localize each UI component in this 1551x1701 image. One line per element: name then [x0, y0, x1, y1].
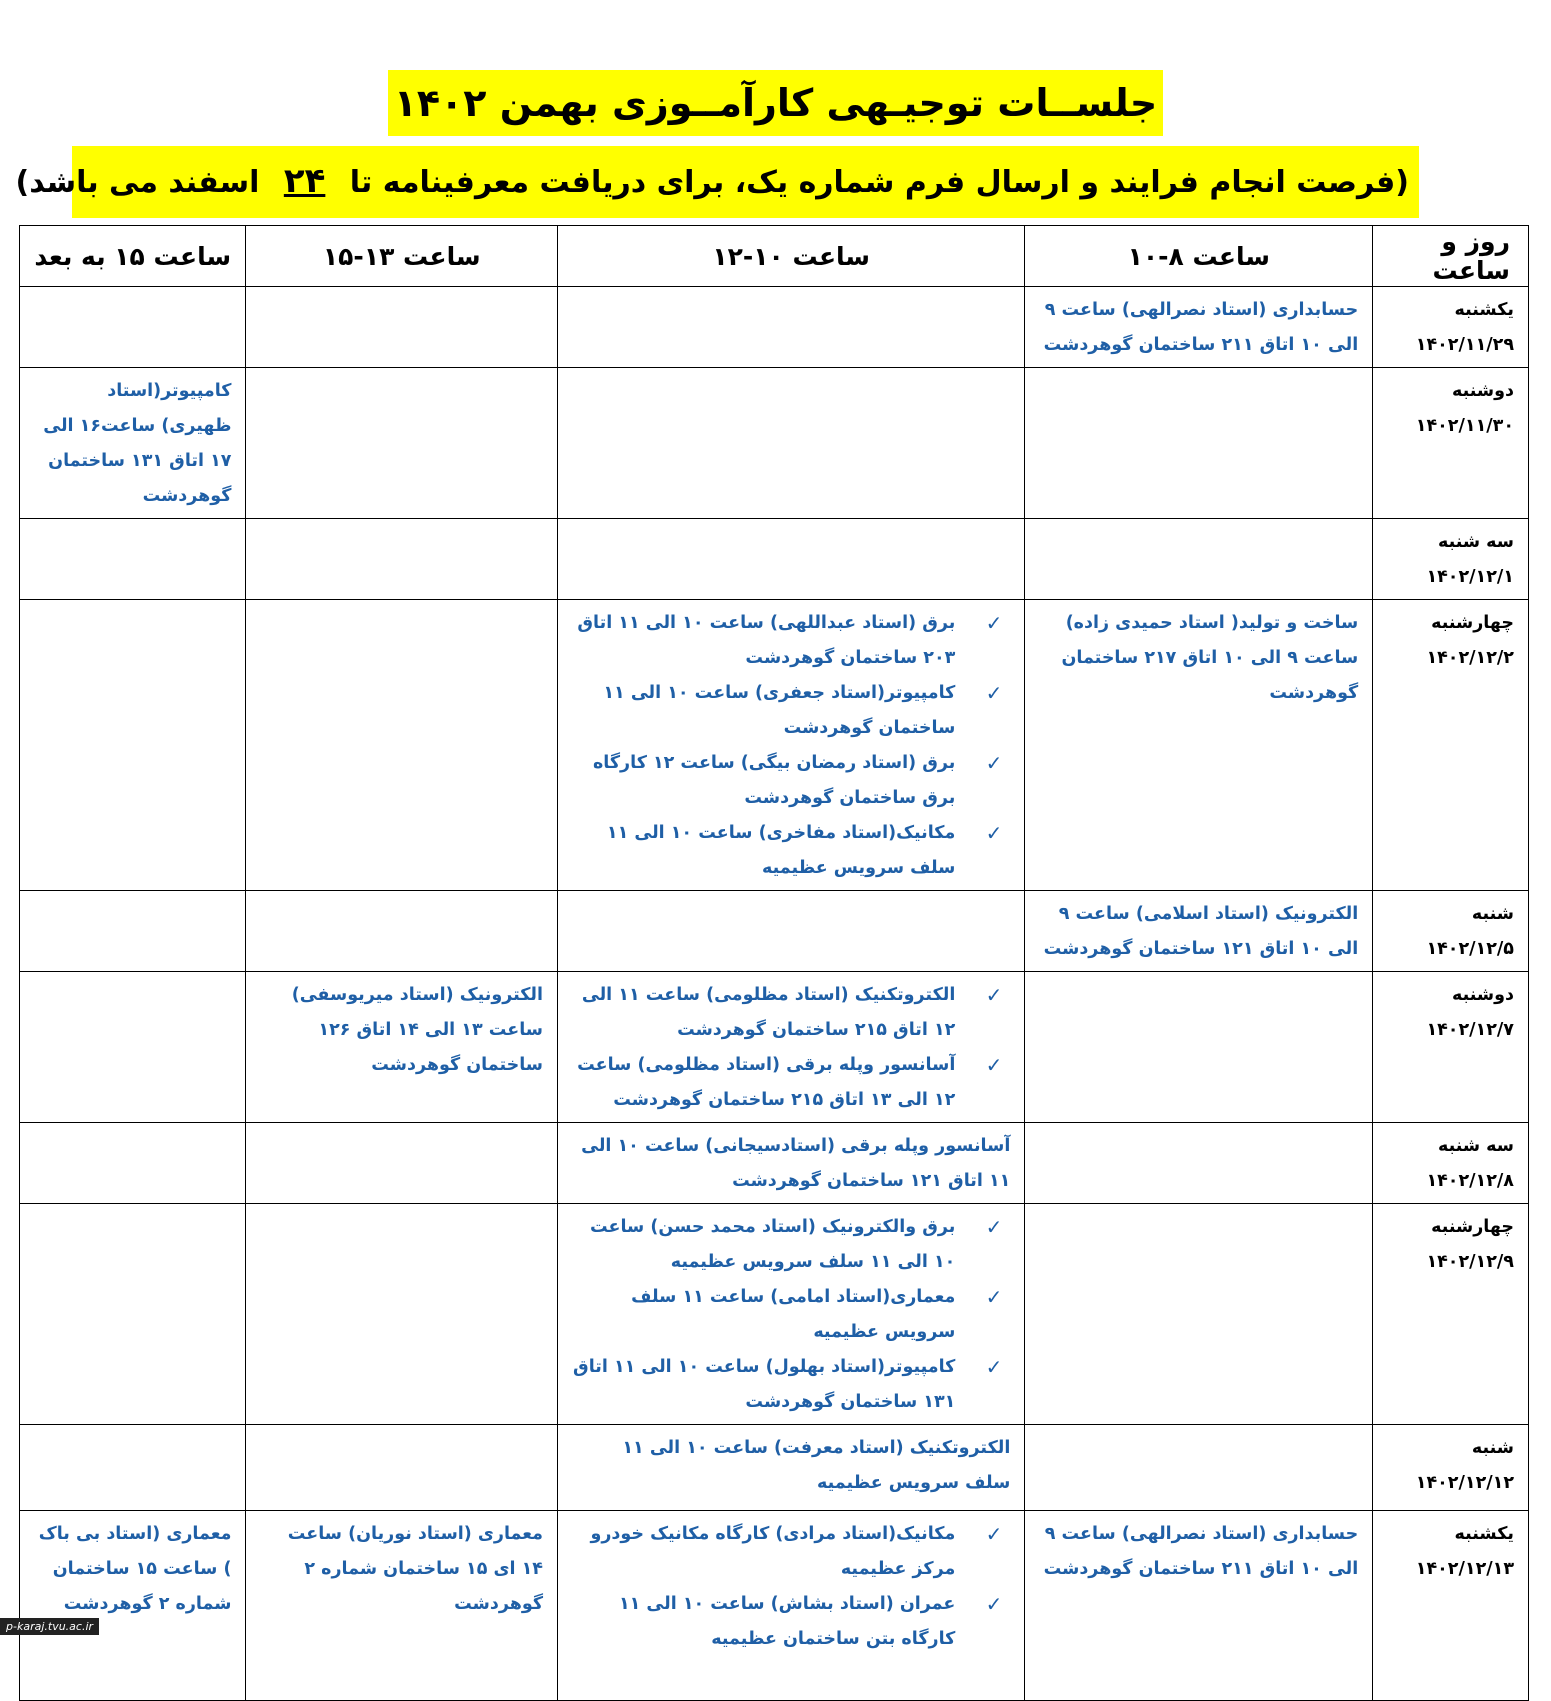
list-item: [572, 1210, 1010, 1280]
day-cell: [1373, 519, 1529, 600]
session-entry: آسانسور وپله برقی (استاد مظلومی) ساعت ۱۲ الی ۱۳ اتاق ۲۱۵ ساختمان گوهردشت: [577, 1055, 956, 1110]
slot-13-15-cell: [246, 368, 558, 519]
session-entry: الکتروتکنیک (استاد مظلومی) ساعت ۱۱ الی ۱۲ اتاق ۲۱۵ ساختمان گوهردشت: [581, 985, 956, 1040]
list-item: [572, 676, 1010, 746]
schedule-table: [19, 225, 1529, 1701]
session-entry: عمران (استاد بشاش) ساعت ۱۰ الی ۱۱ کارگاه بتن ساختمان عظیمیه: [618, 1594, 956, 1649]
day-date: ۱۴۰۲/۱۲/۱: [1426, 567, 1514, 587]
slot-13-15-cell: [246, 600, 558, 891]
session-entry: مکانیک(استاد مفاخری) ساعت ۱۰ الی ۱۱ سلف سرویس عظیمیه: [606, 823, 956, 878]
slot-15-after-cell: [20, 972, 246, 1123]
slot-13-15-cell: [246, 1123, 558, 1204]
day-date: ۱۴۰۲/۱۲/۸: [1426, 1171, 1514, 1191]
session-entry: الکترونیک (استاد اسلامی) ساعت ۹ الی ۱۰ اتاق ۱۲۱ ساختمان گوهردشت: [1043, 904, 1359, 959]
session-entry: برق والکترونیک (استاد محمد حسن) ساعت ۱۰ الی ۱۱ سلف سرویس عظیمیه: [589, 1217, 956, 1272]
day-name: یکشنبه: [1454, 300, 1514, 320]
slot-8-10-cell: [1025, 519, 1373, 600]
list-item: [572, 1517, 1010, 1587]
table-row: [20, 1425, 1529, 1511]
table-row: [20, 891, 1529, 972]
slot-10-12-cell: [558, 600, 1025, 891]
list-item: [572, 1048, 1010, 1118]
table-row: [20, 600, 1529, 891]
day-cell: [1373, 287, 1529, 368]
table-row: [20, 368, 1529, 519]
table-row: [20, 1511, 1529, 1701]
session-entry: کامپیوتر(استاد ظهیری) ساعت۱۶ الی ۱۷ اتاق ۱۳۱ ساختمان گوهردشت: [43, 381, 232, 506]
slot-13-15-cell: [246, 972, 558, 1123]
day-cell: [1373, 972, 1529, 1123]
table-row: [20, 1204, 1529, 1425]
day-cell: [1373, 1204, 1529, 1425]
slot-10-12-cell: [558, 1511, 1025, 1701]
session-entry: حسابداری (استاد نصرالهی) ساعت ۹ الی ۱۰ اتاق ۲۱۱ ساختمان گوهردشت: [1043, 1524, 1359, 1579]
session-list: [572, 606, 1010, 886]
session-entry: معماری (استاد بی باک ) ساعت ۱۵ ساختمان شماره ۲ گوهردشت: [38, 1524, 232, 1614]
checkmark-icon: ✓: [985, 821, 1003, 845]
subtitle-text-start: (فرصت انجام فرایند و ارسال فرم شماره یک، برای دریافت معرفینامه تا: [349, 165, 1409, 200]
slot-8-10-cell: [1025, 368, 1373, 519]
checkmark-icon: ✓: [985, 1522, 1003, 1546]
header-13-15: ساعت ۱۳-۱۵: [246, 226, 558, 287]
slot-8-10-cell: [1025, 1204, 1373, 1425]
day-cell: [1373, 1511, 1529, 1701]
slot-13-15-cell: [246, 287, 558, 368]
slot-8-10-cell: [1025, 972, 1373, 1123]
checkmark-icon: ✓: [985, 1355, 1003, 1379]
list-item: [572, 606, 1010, 676]
table-row: [20, 1123, 1529, 1204]
header-row: [20, 226, 1529, 287]
day-name: شنبه: [1471, 904, 1514, 924]
checkmark-icon: ✓: [985, 1592, 1003, 1616]
slot-10-12-cell: [558, 972, 1025, 1123]
day-date: ۱۴۰۲/۱۲/۱۳: [1415, 1559, 1514, 1579]
slot-10-12-cell: [558, 1204, 1025, 1425]
day-cell: [1373, 891, 1529, 972]
day-date: ۱۴۰۲/۱۲/۱۲: [1415, 1473, 1514, 1493]
subtitle-text-end: اسفند می باشد): [15, 165, 260, 200]
day-cell: [1373, 368, 1529, 519]
slot-15-after-cell: [20, 519, 246, 600]
slot-8-10-cell: [1025, 600, 1373, 891]
table-row: [20, 972, 1529, 1123]
session-entry: کامپیوتر(استاد بهلول) ساعت ۱۰ الی ۱۱ اتاق ۱۳۱ ساختمان گوهردشت: [573, 1357, 956, 1412]
day-cell: [1373, 1425, 1529, 1511]
session-list: [572, 1517, 1010, 1657]
session-entry: آسانسور وپله برقی (استادسیجانی) ساعت ۱۰ الی ۱۱ اتاق ۱۲۱ ساختمان گوهردشت: [581, 1136, 1011, 1191]
slot-8-10-cell: [1025, 1511, 1373, 1701]
slot-13-15-cell: [246, 891, 558, 972]
list-item: [572, 1280, 1010, 1350]
day-date: ۱۴۰۲/۱۱/۳۰: [1415, 416, 1514, 436]
day-date: ۱۴۰۲/۱۲/۷: [1426, 1020, 1514, 1040]
header-8-10: ساعت ۸-۱۰: [1025, 226, 1373, 287]
checkmark-icon: ✓: [985, 1053, 1003, 1077]
day-date: ۱۴۰۲/۱۲/۲: [1426, 648, 1514, 668]
session-entry: کامپیوتر(استاد جعفری) ساعت ۱۰ الی ۱۱ ساختمان گوهردشت: [603, 683, 956, 738]
session-entry: برق (استاد رمضان بیگی) ساعت ۱۲ کارگاه برق ساختمان گوهردشت: [592, 753, 956, 808]
slot-10-12-cell: [558, 368, 1025, 519]
session-entry: مکانیک(استاد مرادی) کارگاه مکانیک خودرو مرکز عظیمیه: [590, 1524, 956, 1579]
day-cell: [1373, 1123, 1529, 1204]
day-name: چهارشنبه: [1431, 613, 1514, 633]
site-watermark: p-karaj.tvu.ac.ir: [0, 1618, 99, 1635]
slot-10-12-cell: [558, 1425, 1025, 1511]
day-name: دوشنبه: [1452, 985, 1514, 1005]
slot-8-10-cell: [1025, 891, 1373, 972]
header-10-12: ساعت ۱۰-۱۲: [558, 226, 1025, 287]
header-day-time: روز و ساعت: [1373, 226, 1529, 287]
table-row: [20, 519, 1529, 600]
session-entry: ساخت و تولید( استاد حمیدی زاده) ساعت ۹ الی ۱۰ اتاق ۲۱۷ ساختمان گوهردشت: [1061, 613, 1359, 703]
schedule-body: [20, 287, 1529, 1701]
slot-10-12-cell: [558, 891, 1025, 972]
slot-10-12-cell: [558, 287, 1025, 368]
session-entry: برق (استاد عبداللهی) ساعت ۱۰ الی ۱۱ اتاق ۲۰۳ ساختمان گوهردشت: [577, 613, 956, 668]
day-date: ۱۴۰۲/۱۲/۹: [1426, 1252, 1514, 1272]
deadline-subtitle: [15, 146, 1419, 218]
day-date: ۱۴۰۲/۱۲/۵: [1426, 939, 1514, 959]
slot-10-12-cell: [558, 519, 1025, 600]
day-name: شنبه: [1471, 1438, 1514, 1458]
slot-10-12-cell: [558, 1123, 1025, 1204]
slot-8-10-cell: [1025, 1123, 1373, 1204]
day-name: دوشنبه: [1452, 381, 1514, 401]
slot-15-after-cell: [20, 287, 246, 368]
session-entry: معماری(استاد امامی) ساعت ۱۱ سلف سرویس عظیمیه: [631, 1287, 956, 1342]
day-name: یکشنبه: [1454, 1524, 1514, 1544]
checkmark-icon: ✓: [985, 1215, 1003, 1239]
slot-15-after-cell: [20, 1123, 246, 1204]
session-entry: معماری (استاد نوریان) ساعت ۱۴ ای ۱۵ ساختمان شماره ۲ گوهردشت: [287, 1524, 543, 1614]
day-cell: [1373, 600, 1529, 891]
slot-13-15-cell: [246, 1511, 558, 1701]
slot-13-15-cell: [246, 1425, 558, 1511]
slot-15-after-cell: [20, 1425, 246, 1511]
list-item: [572, 746, 1010, 816]
checkmark-icon: ✓: [985, 1285, 1003, 1309]
day-date: ۱۴۰۲/۱۱/۲۹: [1415, 335, 1514, 355]
page-title: جلســات توجیـهی کارآمــوزی بهمن ۱۴۰۲: [388, 70, 1164, 136]
slot-13-15-cell: [246, 519, 558, 600]
slot-15-after-cell: [20, 891, 246, 972]
list-item: [572, 816, 1010, 886]
slot-15-after-cell: [20, 1511, 246, 1701]
list-item: [572, 1350, 1010, 1420]
session-list: [572, 1210, 1010, 1420]
checkmark-icon: ✓: [985, 681, 1003, 705]
table-row: [20, 287, 1529, 368]
session-entry: حسابداری (استاد نصرالهی) ساعت ۹ الی ۱۰ اتاق ۲۱۱ ساختمان گوهردشت: [1043, 300, 1359, 355]
slot-8-10-cell: [1025, 287, 1373, 368]
session-list: [572, 978, 1010, 1118]
checkmark-icon: ✓: [985, 751, 1003, 775]
slot-15-after-cell: [20, 1204, 246, 1425]
checkmark-icon: ✓: [985, 983, 1003, 1007]
session-entry: الکتروتکنیک (استاد معرفت) ساعت ۱۰ الی ۱۱ سلف سرویس عظیمیه: [622, 1438, 1011, 1493]
session-entry: الکترونیک (استاد میریوسفی) ساعت ۱۳ الی ۱۴ اتاق ۱۲۶ ساختمان گوهردشت: [291, 985, 543, 1075]
list-item: [572, 978, 1010, 1048]
deadline-day: ۲۴: [283, 161, 326, 201]
day-name: سه شنبه: [1437, 532, 1514, 552]
day-name: سه شنبه: [1437, 1136, 1514, 1156]
header-15-after: ساعت ۱۵ به بعد: [20, 226, 246, 287]
slot-15-after-cell: [20, 600, 246, 891]
day-name: چهارشنبه: [1431, 1217, 1514, 1237]
checkmark-icon: ✓: [985, 611, 1003, 635]
slot-15-after-cell: [20, 368, 246, 519]
list-item: [572, 1587, 1010, 1657]
slot-8-10-cell: [1025, 1425, 1373, 1511]
slot-13-15-cell: [246, 1204, 558, 1425]
